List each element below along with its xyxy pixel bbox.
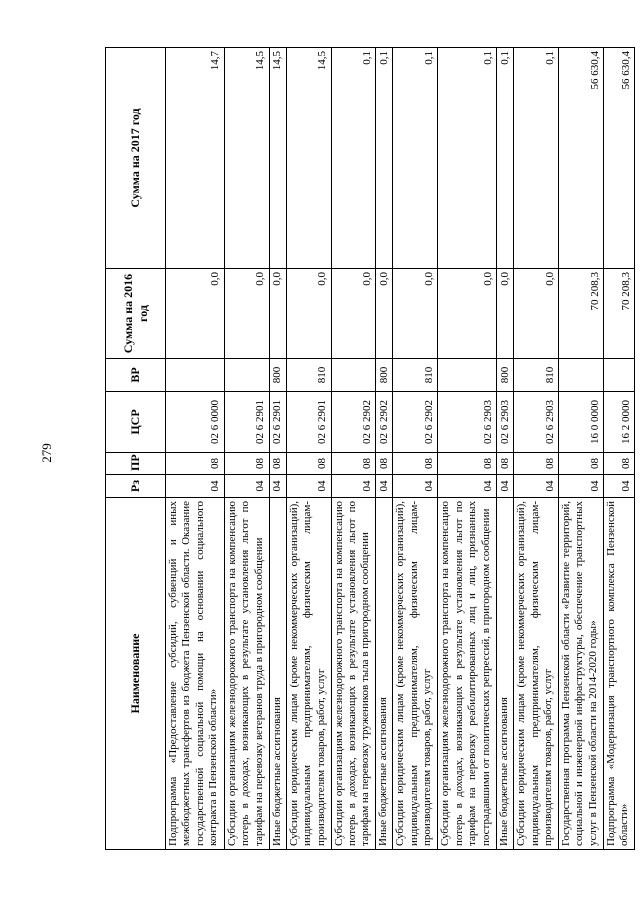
row-csr: 16 0 0000 bbox=[559, 392, 604, 453]
row-pr: 08 bbox=[286, 453, 331, 475]
row-sum-2017: 0,1 bbox=[497, 48, 514, 269]
table-row bbox=[286, 48, 331, 850]
row-name: Субсидии юридическим лицам (кроме некоммерческих организаций), индивидуальным предпринимателям, физическим лицам-производителям товаров, работ, услуг bbox=[286, 498, 331, 850]
row-pr: 08 bbox=[559, 453, 604, 475]
row-csr: 02 6 2902 bbox=[376, 392, 393, 453]
row-sum-2016: 70 208,3 bbox=[603, 269, 634, 359]
row-pr: 08 bbox=[376, 453, 393, 475]
row-name: Государственная программа Пензенской области «Развитие территорий, социальной и инженерной инфраструктуры, обеспечение транспортных услуг в Пензенской области на 2014-2020 годы» bbox=[559, 498, 604, 850]
row-pr: 08 bbox=[603, 453, 634, 475]
row-name: Субсидии юридическим лицам (кроме некоммерческих организаций), индивидуальным предпринимателям, физическим лицам-производителям товаров, работ, услуг bbox=[514, 498, 559, 850]
row-vr bbox=[224, 359, 269, 392]
row-name: Подпрограмма «Модернизация транспортного комплекса Пензенской области» bbox=[603, 498, 634, 850]
row-vr: 810 bbox=[514, 359, 559, 392]
table-row bbox=[269, 48, 286, 850]
row-sum-2017: 0,1 bbox=[331, 48, 376, 269]
row-rz: 04 bbox=[166, 475, 225, 498]
table-row bbox=[559, 48, 604, 850]
page-number bbox=[38, 0, 54, 905]
table-row bbox=[224, 48, 269, 850]
row-rz: 04 bbox=[438, 475, 497, 498]
row-rz: 04 bbox=[603, 475, 634, 498]
row-sum-2016: 70 208,3 bbox=[559, 269, 604, 359]
row-pr: 08 bbox=[514, 453, 559, 475]
row-vr bbox=[166, 359, 225, 392]
row-name: Субсидии организациям железнодорожного транспорта на компенсацию потерь в доходах, возникающих в результате установления льгот по тарифам на перевозку ветеранов труда в пригородном сообщении bbox=[224, 498, 269, 850]
row-sum-2016: 0,0 bbox=[269, 269, 286, 359]
row-vr bbox=[438, 359, 497, 392]
row-vr: 810 bbox=[393, 359, 438, 392]
table-row bbox=[376, 48, 393, 850]
row-csr: 02 6 2903 bbox=[438, 392, 497, 453]
header-csr: ЦСР bbox=[106, 392, 166, 453]
header-name: Наименование bbox=[106, 498, 166, 850]
row-sum-2017: 0,1 bbox=[514, 48, 559, 269]
row-name: Субсидии юридическим лицам (кроме некоммерческих организаций), индивидуальным предпринимателям, физическим лицам-производителям товаров, работ, услуг bbox=[393, 498, 438, 850]
row-pr: 08 bbox=[331, 453, 376, 475]
row-sum-2016: 0,0 bbox=[393, 269, 438, 359]
rotated-table-frame bbox=[105, 48, 635, 850]
row-sum-2016: 0,0 bbox=[497, 269, 514, 359]
budget-table bbox=[105, 47, 635, 850]
header-rz: Рз bbox=[106, 475, 166, 498]
row-rz: 04 bbox=[286, 475, 331, 498]
row-vr bbox=[603, 359, 634, 392]
row-sum-2016: 0,0 bbox=[514, 269, 559, 359]
row-pr: 08 bbox=[269, 453, 286, 475]
row-rz: 04 bbox=[376, 475, 393, 498]
row-csr: 02 6 2901 bbox=[286, 392, 331, 453]
row-vr: 800 bbox=[376, 359, 393, 392]
table-row bbox=[393, 48, 438, 850]
row-csr: 02 6 2903 bbox=[497, 392, 514, 453]
table-row bbox=[603, 48, 634, 850]
row-rz: 04 bbox=[224, 475, 269, 498]
row-rz: 04 bbox=[559, 475, 604, 498]
row-vr: 800 bbox=[497, 359, 514, 392]
row-vr bbox=[331, 359, 376, 392]
row-csr: 02 6 2903 bbox=[514, 392, 559, 453]
row-vr: 810 bbox=[286, 359, 331, 392]
row-sum-2016: 0,0 bbox=[224, 269, 269, 359]
row-sum-2017: 0,1 bbox=[393, 48, 438, 269]
row-rz: 04 bbox=[331, 475, 376, 498]
row-sum-2016: 0,0 bbox=[438, 269, 497, 359]
row-sum-2017: 56 630,4 bbox=[603, 48, 634, 269]
row-sum-2017: 14,7 bbox=[166, 48, 225, 269]
row-name: Иные бюджетные ассигнования bbox=[376, 498, 393, 850]
row-csr: 16 2 0000 bbox=[603, 392, 634, 453]
row-csr: 02 6 2901 bbox=[224, 392, 269, 453]
row-sum-2017: 56 630,4 bbox=[559, 48, 604, 269]
table-row bbox=[438, 48, 497, 850]
header-vr: ВР bbox=[106, 359, 166, 392]
row-name: Субсидии организациям железнодорожного транспорта на компенсацию потерь в доходах, возникающих в результате установления льгот по тарифам на перевозку тружеников тыла в пригородном сообщении bbox=[331, 498, 376, 850]
header-sum-2016: Сумма на 2016 год bbox=[106, 269, 166, 359]
row-pr: 08 bbox=[497, 453, 514, 475]
row-rz: 04 bbox=[514, 475, 559, 498]
row-name: Иные бюджетные ассигнования bbox=[269, 498, 286, 850]
page-number-text: 279 bbox=[38, 442, 54, 463]
row-pr: 08 bbox=[224, 453, 269, 475]
row-rz: 04 bbox=[269, 475, 286, 498]
table-row bbox=[514, 48, 559, 850]
budget-table-container bbox=[105, 48, 635, 850]
row-csr: 02 6 2902 bbox=[393, 392, 438, 453]
row-pr: 08 bbox=[166, 453, 225, 475]
row-pr: 08 bbox=[438, 453, 497, 475]
row-sum-2016: 0,0 bbox=[376, 269, 393, 359]
table-row bbox=[331, 48, 376, 850]
table-header-row bbox=[106, 48, 166, 850]
row-name: Субсидии организациям железнодорожного транспорта на компенсацию потерь в доходах, возникающих в результате установления льгот по тарифам на перевозку реабилитированных лиц и лиц, признанных пострадавшими от политических репрессий, в пригородном сообщении bbox=[438, 498, 497, 850]
row-name: Подпрограмма «Предоставление субсидий, субвенций и иных межбюджетных трансфертов из бюджета Пензенской области. Оказание государственной социальной помощи на основании социального контракта в Пензенской области» bbox=[166, 498, 225, 850]
row-rz: 04 bbox=[393, 475, 438, 498]
row-sum-2017: 0,1 bbox=[438, 48, 497, 269]
row-sum-2016: 0,0 bbox=[331, 269, 376, 359]
table-row bbox=[166, 48, 225, 850]
row-sum-2016: 0,0 bbox=[166, 269, 225, 359]
header-pr: ПР bbox=[106, 453, 166, 475]
row-sum-2017: 0,1 bbox=[376, 48, 393, 269]
row-csr: 02 6 2901 bbox=[269, 392, 286, 453]
row-pr: 08 bbox=[393, 453, 438, 475]
row-rz: 04 bbox=[497, 475, 514, 498]
row-sum-2017: 14,5 bbox=[286, 48, 331, 269]
row-csr: 02 6 0000 bbox=[166, 392, 225, 453]
row-csr: 02 6 2902 bbox=[331, 392, 376, 453]
row-name: Иные бюджетные ассигнования bbox=[497, 498, 514, 850]
header-sum-2017: Сумма на 2017 год bbox=[106, 48, 166, 269]
row-sum-2017: 14,5 bbox=[269, 48, 286, 269]
table-row bbox=[497, 48, 514, 850]
row-sum-2017: 14,5 bbox=[224, 48, 269, 269]
row-vr bbox=[559, 359, 604, 392]
row-vr: 800 bbox=[269, 359, 286, 392]
row-sum-2016: 0,0 bbox=[286, 269, 331, 359]
